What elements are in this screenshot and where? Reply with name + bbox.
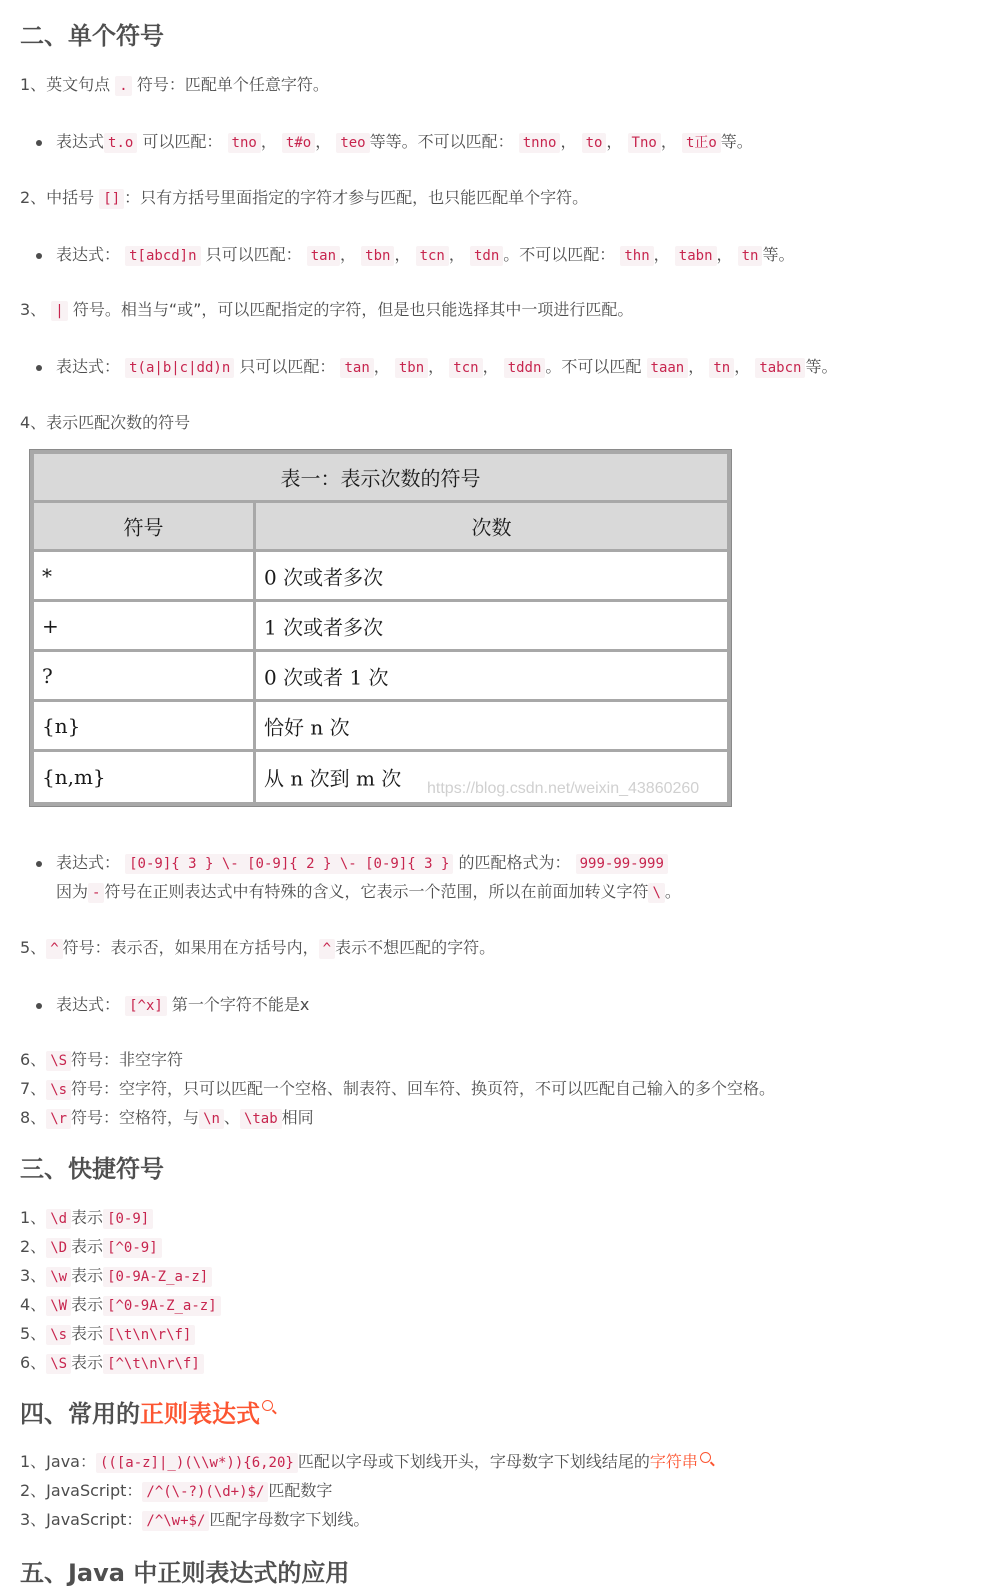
sep: ， bbox=[315, 132, 332, 151]
inline-code: to bbox=[582, 133, 607, 153]
text: 表示 bbox=[71, 1324, 104, 1343]
inline-code: tddn bbox=[504, 358, 546, 378]
inline-code: [0-9] bbox=[103, 1209, 153, 1229]
inline-code: tan bbox=[340, 358, 373, 378]
text: 表达式： bbox=[56, 357, 121, 376]
cell-text: ? bbox=[42, 663, 53, 688]
inline-code: t[abcd]n bbox=[125, 246, 200, 266]
text: 7、 bbox=[20, 1079, 47, 1098]
text: 表达式 bbox=[56, 132, 105, 151]
inline-code: [^0-9] bbox=[103, 1238, 162, 1258]
inline-code: [0-9A-Z_a-z] bbox=[103, 1267, 212, 1287]
text: 1、Java： bbox=[20, 1452, 96, 1471]
text: 1、 bbox=[20, 1208, 47, 1227]
sep: ， bbox=[653, 245, 670, 264]
text: 表示 bbox=[71, 1295, 104, 1314]
text: 符号：空字符，只可以匹配一个空格、制表符、回车符、换页符，不可以匹配自己输入的多个空格。 bbox=[71, 1079, 776, 1098]
text: 。不可以匹配 bbox=[545, 357, 642, 376]
text: 第一个字符不能是x bbox=[171, 995, 310, 1014]
inline-code: tn bbox=[709, 358, 734, 378]
bullet-repeat-note bbox=[56, 880, 681, 905]
list-item bbox=[20, 1206, 153, 1231]
inline-code: thn bbox=[620, 246, 653, 266]
bullet-brackets-example bbox=[36, 243, 794, 268]
text: 3、 bbox=[20, 300, 47, 319]
table-header-symbol bbox=[34, 503, 253, 549]
text: 3、JavaScript： bbox=[20, 1510, 143, 1529]
sep: ， bbox=[482, 357, 499, 376]
inline-code: \r bbox=[46, 1109, 71, 1129]
text: 符号：匹配单个任意字符。 bbox=[136, 75, 329, 94]
search-icon[interactable] bbox=[262, 1400, 273, 1411]
sep: ， bbox=[428, 357, 445, 376]
inline-code: [^x] bbox=[125, 996, 167, 1016]
sep: ， bbox=[688, 357, 705, 376]
text: ：只有方括号里面指定的字符才参与匹配，也只能匹配单个字符。 bbox=[124, 188, 589, 207]
inline-code: t(a|b|c|dd)n bbox=[125, 358, 234, 378]
inline-code: [] bbox=[99, 189, 124, 209]
text: 6、 bbox=[20, 1353, 47, 1372]
text: 只可以匹配： bbox=[239, 357, 336, 376]
inline-code: tdn bbox=[470, 246, 503, 266]
inline-code: tbn bbox=[361, 246, 394, 266]
text: 的匹配格式为： bbox=[458, 853, 571, 872]
table-row-symbol bbox=[34, 602, 253, 649]
text: 表示 bbox=[71, 1353, 104, 1372]
example-js-word bbox=[20, 1508, 369, 1533]
para-brackets bbox=[20, 186, 588, 211]
inline-code: [^\t\n\r\f] bbox=[103, 1354, 204, 1374]
inline-code: t.o bbox=[104, 133, 137, 153]
inline-code: [\t\n\r\f] bbox=[103, 1325, 195, 1345]
list-item bbox=[20, 1235, 162, 1260]
text: 表示 bbox=[71, 1266, 104, 1285]
inline-code: \n bbox=[199, 1109, 224, 1129]
inline-code: \D bbox=[46, 1238, 71, 1258]
para-nonspace bbox=[20, 1048, 183, 1073]
para-repeat: 4、表示匹配次数的符号 bbox=[20, 413, 191, 432]
inline-code: ^ bbox=[319, 939, 335, 959]
inline-code: t正o bbox=[682, 133, 721, 153]
inline-code: t#o bbox=[282, 133, 315, 153]
cell-text: + bbox=[42, 613, 59, 638]
image-watermark: https://blog.csdn.net/weixin_43860260 bbox=[427, 780, 700, 797]
text: 表达式： bbox=[56, 853, 121, 872]
inline-code: (([a-z]|_)(\\w*)){6,20} bbox=[96, 1453, 298, 1473]
table-row-count bbox=[256, 552, 727, 599]
inline-code: teo bbox=[336, 133, 369, 153]
sep: ， bbox=[260, 132, 277, 151]
table-row-count bbox=[256, 652, 727, 699]
cell-text: 0 次或者 1 次 bbox=[264, 665, 389, 689]
text: 1、英文句点 bbox=[20, 75, 111, 94]
cell-text: 从 n 次到 m 次 bbox=[264, 766, 402, 791]
regex-keyword-link[interactable]: 正则表达式 bbox=[140, 1400, 260, 1428]
inline-code: . bbox=[115, 76, 131, 96]
text: 匹配数字 bbox=[268, 1481, 333, 1500]
inline-code: \tab bbox=[240, 1109, 282, 1129]
para-caret bbox=[20, 936, 495, 961]
text: 2、 bbox=[20, 1237, 47, 1256]
text: 匹配以字母或下划线开头，字母数字下划线结尾的 bbox=[297, 1452, 650, 1471]
text: 表示 bbox=[71, 1208, 104, 1227]
inline-code: tcn bbox=[416, 246, 449, 266]
table-row-count bbox=[256, 602, 727, 649]
inline-code: \S bbox=[46, 1051, 71, 1071]
text: 相同 bbox=[281, 1108, 314, 1127]
text: 表示 bbox=[71, 1237, 104, 1256]
text: 符号：表示否，如果用在方括号内， bbox=[62, 938, 319, 957]
inline-code: tbn bbox=[395, 358, 428, 378]
inline-code: [^0-9A-Z_a-z] bbox=[103, 1296, 221, 1316]
cell-text: {n,m} bbox=[42, 765, 106, 789]
inline-code: 999-99-999 bbox=[576, 854, 668, 874]
text: 表示不想匹配的字符。 bbox=[335, 938, 496, 957]
table-row-symbol bbox=[34, 702, 253, 749]
cell-text: * bbox=[42, 563, 52, 588]
cell-text: 恰好 n 次 bbox=[264, 715, 350, 739]
table-title-text: 表一：表示次数的符号 bbox=[280, 466, 481, 491]
text: 2、JavaScript： bbox=[20, 1481, 143, 1500]
text: 符号在正则表达式中有特殊的含义，它表示一个范围，所以在前面加转义字符 bbox=[104, 882, 649, 901]
text: 3、 bbox=[20, 1266, 47, 1285]
text: 。不可以匹配： bbox=[503, 245, 616, 264]
inline-code: tn bbox=[738, 246, 763, 266]
para-pipe bbox=[20, 298, 633, 323]
section-title-java-usage: 五、Java 中正则表达式的应用 bbox=[20, 1559, 350, 1587]
para-space bbox=[20, 1077, 775, 1102]
cell-text: {n} bbox=[42, 713, 81, 738]
text: 表达式： bbox=[56, 995, 121, 1014]
sep: ， bbox=[448, 245, 465, 264]
section-title-single-symbols: 二、单个符号 bbox=[20, 22, 164, 50]
text: 5、 bbox=[20, 938, 47, 957]
list-item bbox=[20, 1351, 204, 1376]
text: 。 bbox=[664, 882, 681, 901]
text: 表达式： bbox=[56, 245, 121, 264]
inline-code: \W bbox=[46, 1296, 71, 1316]
sep: ， bbox=[734, 357, 751, 376]
inline-code: Tno bbox=[628, 133, 661, 153]
sep: ， bbox=[716, 245, 733, 264]
section-title-common-regex bbox=[20, 1398, 273, 1430]
inline-code: [0-9]{ 3 } \- [0-9]{ 2 } \- [0-9]{ 3 } bbox=[125, 854, 453, 874]
text: 等。 bbox=[805, 357, 838, 376]
inline-code: ^ bbox=[46, 939, 62, 959]
sep: ， bbox=[394, 245, 411, 264]
bullet-pipe-example bbox=[36, 355, 837, 380]
text: 等。 bbox=[720, 132, 753, 151]
repeat-symbols-table bbox=[29, 449, 732, 807]
cell-text: 1 次或者多次 bbox=[264, 615, 384, 639]
string-keyword-link[interactable]: 字符串 bbox=[649, 1452, 698, 1471]
inline-code: tabn bbox=[675, 246, 717, 266]
text: 只可以匹配： bbox=[205, 245, 302, 264]
table-header-count bbox=[256, 503, 727, 549]
inline-code: | bbox=[51, 301, 67, 321]
cell-text: 0 次或者多次 bbox=[264, 565, 384, 589]
para-r bbox=[20, 1106, 314, 1131]
sep: ， bbox=[560, 132, 577, 151]
text: 可以匹配： bbox=[142, 132, 223, 151]
para-dot bbox=[20, 73, 329, 98]
table-row-symbol bbox=[34, 552, 253, 599]
text: 、 bbox=[223, 1108, 240, 1127]
bullet-dot-example bbox=[36, 130, 753, 155]
text: 等等。不可以匹配： bbox=[369, 132, 514, 151]
table-row-symbol bbox=[34, 652, 253, 699]
text: 6、 bbox=[20, 1050, 47, 1069]
inline-code: /^(\-?)(\d+)$/ bbox=[142, 1482, 268, 1502]
section-title-shortcuts: 三、快捷符号 bbox=[20, 1155, 164, 1183]
header-text: 符号 bbox=[123, 515, 164, 540]
inline-code: \s bbox=[46, 1080, 71, 1100]
inline-code: - bbox=[88, 883, 104, 903]
inline-code: tan bbox=[307, 246, 340, 266]
search-icon[interactable] bbox=[700, 1452, 711, 1463]
inline-code: tnno bbox=[519, 133, 561, 153]
title-text: 四、常用的 bbox=[20, 1400, 140, 1428]
text: 符号：空格符，与 bbox=[71, 1108, 200, 1127]
text: 2、中括号 bbox=[20, 188, 95, 207]
inline-code: \w bbox=[46, 1267, 71, 1287]
text: 匹配字母数字下划线。 bbox=[209, 1510, 370, 1529]
inline-code: \S bbox=[46, 1354, 71, 1374]
sep: ， bbox=[606, 132, 623, 151]
list-item bbox=[20, 1322, 195, 1347]
example-js-number bbox=[20, 1479, 332, 1504]
inline-code: taan bbox=[647, 358, 689, 378]
table-row-count bbox=[256, 702, 727, 749]
text: 5、 bbox=[20, 1324, 47, 1343]
inline-code: \ bbox=[648, 883, 664, 903]
text: 符号。相当与“或”，可以匹配指定的字符，但是也只能选择其中一项进行匹配。 bbox=[72, 300, 634, 319]
text: 4、 bbox=[20, 1295, 47, 1314]
text: 符号：非空字符 bbox=[71, 1050, 184, 1069]
header-text: 次数 bbox=[471, 515, 512, 540]
list-item bbox=[20, 1264, 212, 1289]
inline-code: tcn bbox=[449, 358, 482, 378]
sep: ， bbox=[373, 357, 390, 376]
table-row-symbol bbox=[34, 752, 253, 802]
sep: ， bbox=[340, 245, 357, 264]
text: 因为 bbox=[56, 882, 89, 901]
inline-code: \s bbox=[46, 1325, 71, 1345]
bullet-caret-example bbox=[36, 993, 309, 1018]
sep: ， bbox=[660, 132, 677, 151]
bullet-repeat-example bbox=[36, 851, 668, 876]
inline-code: \d bbox=[46, 1209, 71, 1229]
example-java bbox=[20, 1450, 711, 1475]
table-title bbox=[34, 454, 727, 500]
list-item bbox=[20, 1293, 221, 1318]
text: 等。 bbox=[762, 245, 795, 264]
inline-code: tabcn bbox=[755, 358, 805, 378]
inline-code: /^\w+$/ bbox=[142, 1511, 209, 1531]
text: 8、 bbox=[20, 1108, 47, 1127]
inline-code: tno bbox=[228, 133, 261, 153]
